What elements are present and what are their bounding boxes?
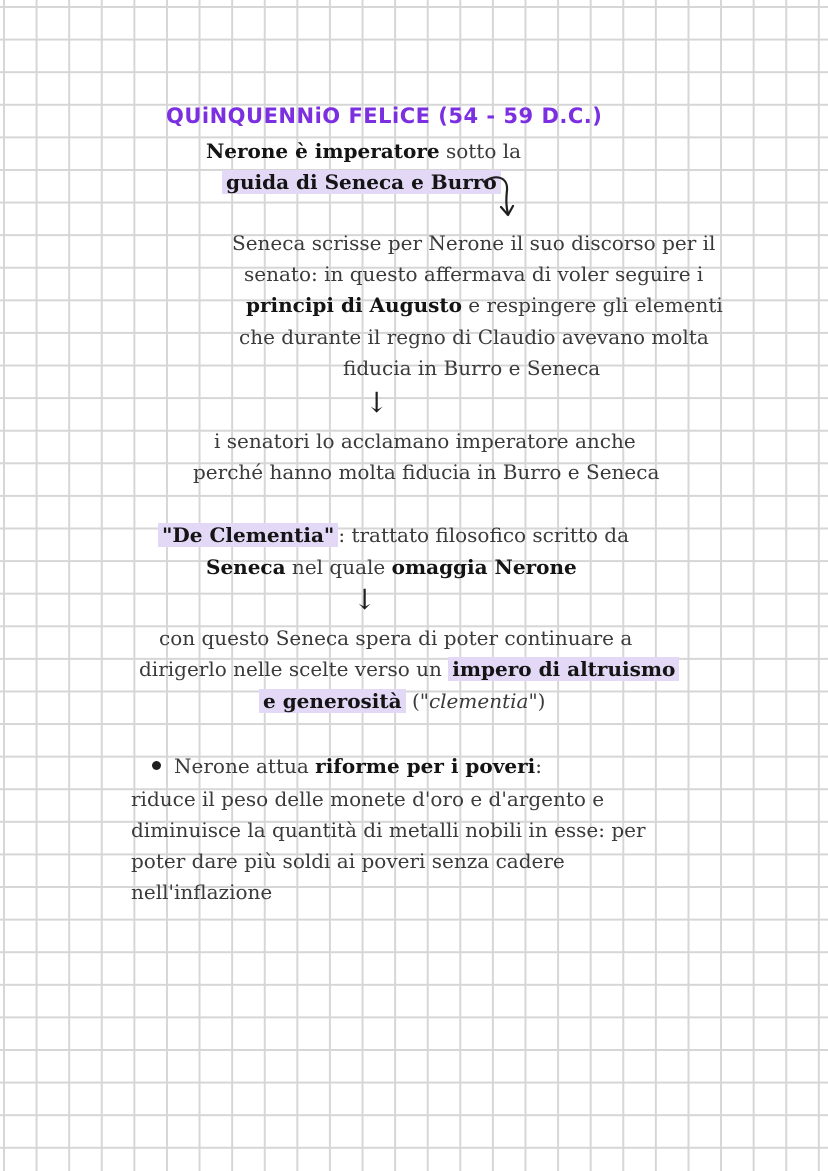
s2-line2	[206, 553, 577, 581]
s1-line2	[222, 168, 501, 196]
s2-highlight-de-clementia: "De Clementia"	[158, 523, 338, 547]
s3-bold-riforme: riforme per i poveri	[315, 754, 536, 778]
s1-bold-emperor: Nerone è imperatore	[206, 139, 440, 163]
s2-result-line3	[259, 687, 545, 715]
s1-paragraph-line4: che durante il regno di Claudio avevano molta	[239, 325, 709, 349]
s2-bold-seneca: Seneca	[206, 555, 286, 579]
s1-paragraph-line1: Seneca scrisse per Nerone il suo discorso per il	[232, 231, 716, 255]
s1-result-line1: i senatori lo acclamano imperatore anche	[214, 429, 636, 453]
s3-paragraph-line1: riduce il peso delle monete d'oro e d'argento e	[131, 787, 605, 811]
down-arrow-icon: ↓	[353, 583, 377, 616]
s2-result-line1: con questo Seneca spera di poter continuare a	[159, 626, 633, 650]
curved-arrow-icon	[480, 170, 520, 220]
s1-result-line2: perché hanno molta fiducia in Burro e Seneca	[193, 460, 660, 484]
s2-result-line3-b: ")	[528, 689, 546, 713]
s1-bold-principi: principi di Augusto	[246, 293, 462, 317]
page-title: QUiNQUENNiO FELiCE (54 - 59 D.C.)	[166, 104, 603, 128]
s2-line2-mid: nel quale	[285, 555, 392, 579]
s2-result-line2-start: dirigerlo nelle scelte verso un	[139, 657, 449, 681]
s2-line1-rest: : trattato filosofico scritto da	[338, 523, 630, 547]
s3-paragraph-line4: nell'inflazione	[131, 880, 273, 904]
s2-italic-clementia: clementia	[428, 689, 529, 713]
s2-result-line2	[139, 655, 679, 683]
s1-paragraph-line2: senato: in questo affermava di voler seguire i	[244, 262, 704, 286]
s3-paragraph-line2: diminuisce la quantità di metalli nobili in esse: per	[131, 818, 646, 842]
s2-highlight-generosita: e generosità	[259, 689, 406, 713]
s3-bullet-end: :	[535, 754, 542, 778]
s3-bullet-start: Nerone attua	[174, 754, 316, 778]
s3-bullet-line	[174, 752, 542, 780]
s2-line1	[158, 521, 629, 549]
s3-paragraph-line3: poter dare più soldi ai poveri senza cadere	[131, 849, 565, 873]
s1-line1-rest: sotto la	[439, 139, 522, 163]
s1-paragraph-line3-rest: e respingere gli elementi	[461, 293, 723, 317]
s2-bold-omaggia: omaggia Nerone	[391, 555, 577, 579]
s2-result-line3-a: ("	[405, 689, 429, 713]
s2-highlight-impero: impero di altruismo	[448, 657, 679, 681]
s1-line1	[206, 137, 521, 165]
s1-paragraph-line5: fiducia in Burro e Seneca	[343, 356, 601, 380]
s1-paragraph-line3	[246, 291, 723, 319]
bullet-icon	[152, 761, 161, 770]
s1-highlight-guida: guida di Seneca e Burro	[222, 170, 501, 194]
down-arrow-icon: ↓	[365, 386, 389, 419]
